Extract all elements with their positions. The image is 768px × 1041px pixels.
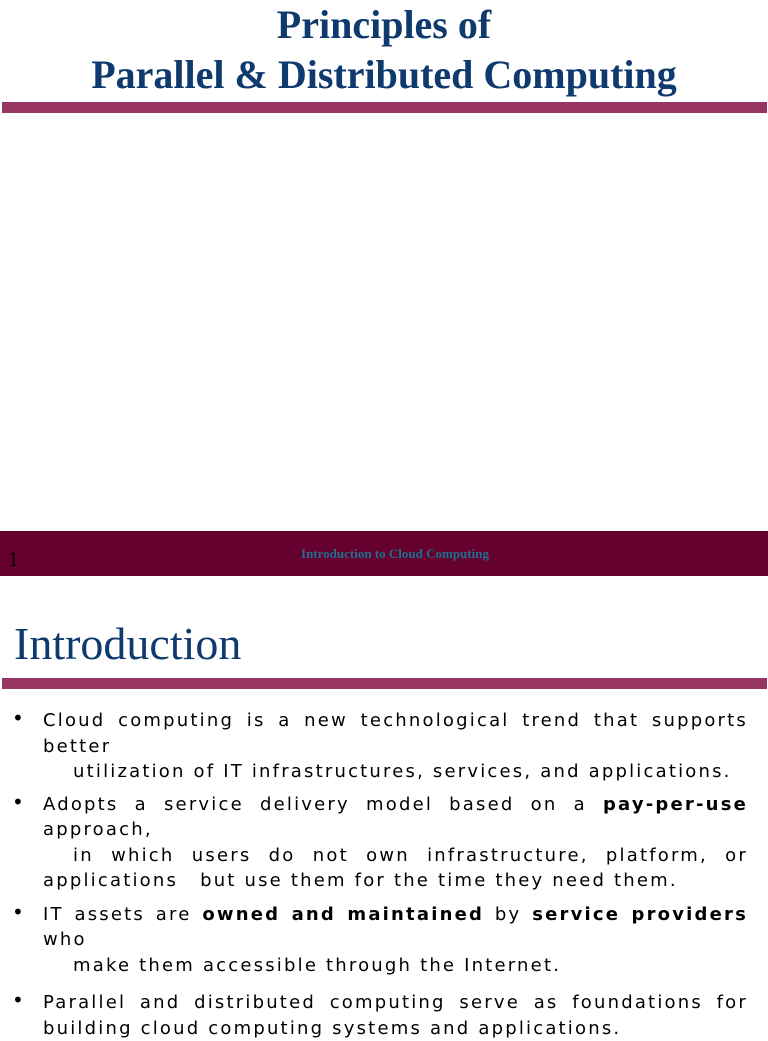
bullet-list: [12, 708, 748, 1041]
bullet-line: utilization of IT infrastructures, services, and applications.: [43, 759, 748, 785]
page-number: 1: [8, 547, 19, 572]
emphasis-owned-maintained: owned and maintained: [202, 904, 484, 925]
bullet-icon: •: [12, 706, 26, 732]
bullet-icon: •: [12, 790, 26, 816]
list-item: [12, 792, 748, 894]
title-divider: [2, 102, 767, 113]
slide-title-line-2: Parallel & Distributed Computing: [0, 50, 768, 100]
bullet-line: make them accessible through the Internet.: [43, 953, 748, 979]
bullet-line: IT assets are owned and maintained by service providers who: [43, 902, 748, 953]
slide-title-line-1: Principles of: [0, 0, 768, 50]
bullet-icon: •: [12, 900, 26, 926]
emphasis-pay-per-use: pay-per-use: [603, 794, 748, 815]
bullet-line: Cloud computing is a new technological trend that supports better: [43, 708, 748, 759]
bullet-line: Adopts a service delivery model based on a pay-per-use approach,: [43, 792, 748, 843]
bullet-line: building cloud computing systems and applications.: [43, 1016, 748, 1041]
list-item: [12, 902, 748, 979]
bullet-icon: •: [12, 988, 26, 1014]
section-title: Introduction: [14, 616, 241, 672]
bullet-line: in which users do not own infrastructure, platform, or: [43, 843, 748, 869]
list-item: [12, 708, 748, 785]
list-item: [12, 990, 748, 1041]
emphasis-service-providers: service providers: [532, 904, 748, 925]
footer-caption: Introduction to Cloud Computing: [0, 546, 768, 562]
bullet-line: Parallel and distributed computing serve as foundations for: [43, 990, 748, 1016]
slide-title: [0, 0, 768, 100]
bullet-line: applications but use them for the time they need them.: [43, 868, 748, 894]
section-divider: [2, 678, 767, 689]
slide-footer: [0, 531, 768, 576]
